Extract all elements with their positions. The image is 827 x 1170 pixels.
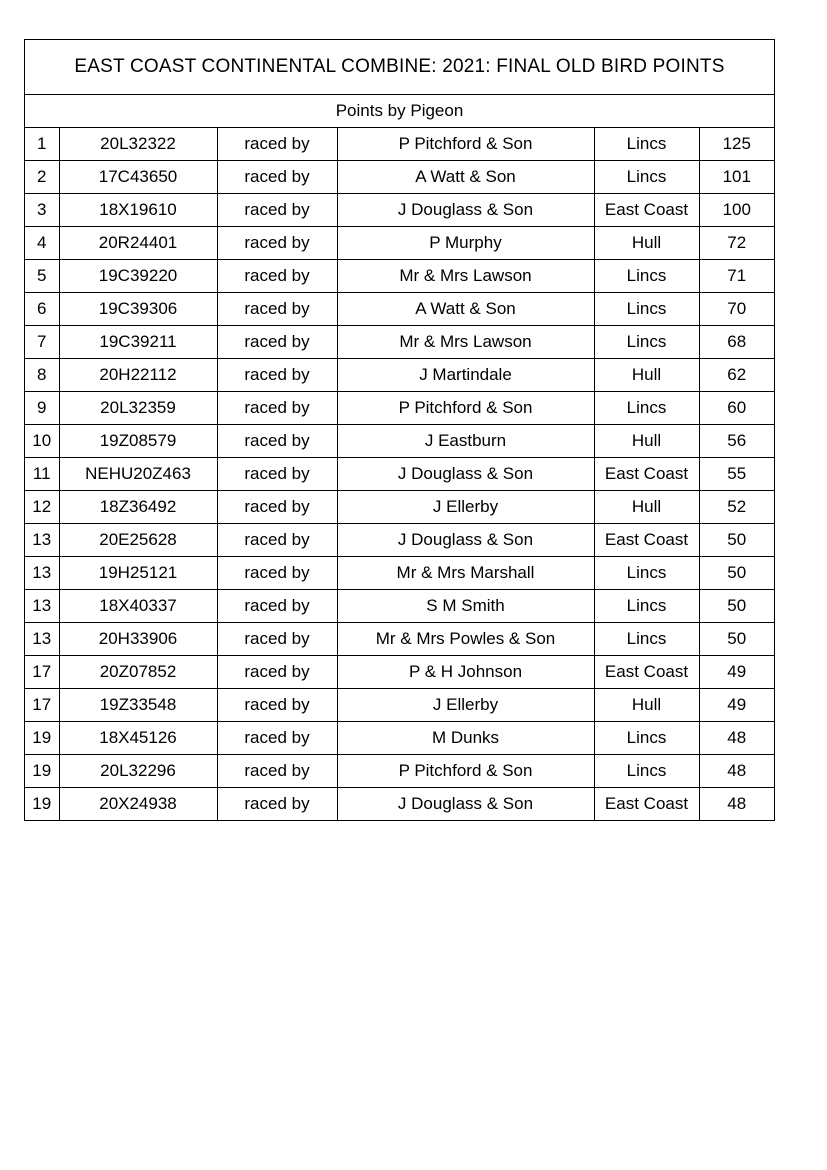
section-cell: Hull	[594, 227, 699, 260]
ring-number-cell: 20H22112	[59, 359, 217, 392]
section-cell: East Coast	[594, 788, 699, 821]
section-cell: Hull	[594, 491, 699, 524]
table-row	[25, 260, 774, 293]
ring-number-cell: 18X19610	[59, 194, 217, 227]
raced-by-cell: raced by	[217, 590, 337, 623]
owner-cell: J Douglass & Son	[337, 788, 594, 821]
owner-cell: S M Smith	[337, 590, 594, 623]
section-cell: East Coast	[594, 194, 699, 227]
table-row	[25, 623, 774, 656]
position-cell: 13	[25, 524, 59, 557]
ring-number-cell: 20R24401	[59, 227, 217, 260]
section-cell: East Coast	[594, 458, 699, 491]
section-cell: Hull	[594, 689, 699, 722]
table-row	[25, 392, 774, 425]
section-cell: Hull	[594, 359, 699, 392]
raced-by-cell: raced by	[217, 458, 337, 491]
points-cell: 68	[699, 326, 774, 359]
points-cell: 48	[727, 794, 747, 813]
raced-by-cell: raced by	[217, 623, 337, 656]
points-cell: 48	[699, 722, 774, 755]
owner-cell: J Ellerby	[337, 689, 594, 722]
points-cell: 48	[699, 755, 774, 788]
table-row	[25, 656, 774, 689]
table-row	[25, 293, 774, 326]
ring-number-cell: 18X40337	[59, 590, 217, 623]
raced-by-cell: raced by	[217, 194, 337, 227]
owner-cell: J Douglass & Son	[337, 194, 594, 227]
section-cell: Lincs	[594, 623, 699, 656]
position-cell: 12	[25, 491, 59, 524]
position-cell: 19	[25, 788, 59, 821]
owner-cell: P Murphy	[337, 227, 594, 260]
table-row	[25, 491, 774, 524]
section-cell: Lincs	[594, 392, 699, 425]
ring-number-cell: 20L32296	[59, 755, 217, 788]
ring-number-cell: 20E25628	[59, 524, 217, 557]
ring-number-cell: NEHU20Z463	[59, 458, 217, 491]
position-cell: 17	[25, 656, 59, 689]
position-cell: 17	[25, 689, 59, 722]
owner-cell: P Pitchford & Son	[337, 392, 594, 425]
owner-cell: J Ellerby	[337, 491, 594, 524]
ring-number-cell: 19Z33548	[59, 689, 217, 722]
position-cell: 6	[25, 293, 59, 326]
points-cell: 55	[699, 458, 774, 491]
table-row	[25, 161, 774, 194]
owner-cell: P & H Johnson	[337, 656, 594, 689]
section-cell: Lincs	[594, 326, 699, 359]
points-cell: 71	[699, 260, 774, 293]
owner-cell: M Dunks	[337, 722, 594, 755]
table-row	[25, 524, 774, 557]
owner-cell: P Pitchford & Son	[337, 755, 594, 788]
ring-number-cell: 20X24938	[59, 788, 217, 821]
raced-by-cell: raced by	[217, 557, 337, 590]
position-cell: 3	[25, 194, 59, 227]
raced-by-cell: raced by	[217, 722, 337, 755]
section-cell: East Coast	[594, 656, 699, 689]
points-table	[25, 128, 774, 820]
raced-by-cell: raced by	[217, 128, 337, 161]
position-cell: 13	[25, 623, 59, 656]
points-cell: 50	[699, 557, 774, 590]
points-sheet	[24, 39, 775, 821]
section-cell: East Coast	[594, 524, 699, 557]
ring-number-cell: 19C39220	[59, 260, 217, 293]
table-row	[25, 590, 774, 623]
table-row	[25, 458, 774, 491]
table-subtitle: Points by Pigeon	[25, 95, 774, 128]
owner-cell: J Douglass & Son	[337, 524, 594, 557]
table-row	[25, 788, 774, 821]
raced-by-cell: raced by	[217, 524, 337, 557]
raced-by-cell: raced by	[217, 425, 337, 458]
table-row	[25, 227, 774, 260]
owner-cell: Mr & Mrs Lawson	[337, 260, 594, 293]
ring-number-cell: 19C39211	[59, 326, 217, 359]
raced-by-cell: raced by	[217, 491, 337, 524]
ring-number-cell: 20L32359	[59, 392, 217, 425]
points-cell: 101	[699, 161, 774, 194]
position-cell: 5	[25, 260, 59, 293]
raced-by-cell: raced by	[217, 359, 337, 392]
owner-cell: Mr & Mrs Lawson	[337, 326, 594, 359]
position-cell: 2	[25, 161, 59, 194]
raced-by-cell: raced by	[217, 689, 337, 722]
owner-cell: Mr & Mrs Powles & Son	[337, 623, 594, 656]
section-cell: Lincs	[594, 722, 699, 755]
table-row	[25, 425, 774, 458]
position-cell: 13	[25, 557, 59, 590]
section-cell: Lincs	[594, 557, 699, 590]
section-cell: Lincs	[594, 293, 699, 326]
owner-cell: J Eastburn	[337, 425, 594, 458]
points-cell: 52	[699, 491, 774, 524]
ring-number-cell: 19H25121	[59, 557, 217, 590]
points-cell: 49	[699, 656, 774, 689]
raced-by-cell: raced by	[217, 161, 337, 194]
raced-by-cell: raced by	[217, 656, 337, 689]
table-row	[25, 326, 774, 359]
position-cell: 7	[25, 326, 59, 359]
table-row	[25, 722, 774, 755]
points-cell: 49	[699, 689, 774, 722]
owner-cell: J Douglass & Son	[337, 458, 594, 491]
ring-number-cell: 19Z08579	[59, 425, 217, 458]
points-cell: 50	[699, 623, 774, 656]
section-cell: Lincs	[594, 128, 699, 161]
raced-by-cell: raced by	[217, 392, 337, 425]
table-row	[25, 359, 774, 392]
points-table-body	[25, 128, 774, 820]
table-row	[25, 194, 774, 227]
raced-by-cell: raced by	[217, 260, 337, 293]
table-row	[25, 755, 774, 788]
section-cell: Lincs	[594, 755, 699, 788]
points-cell: 70	[699, 293, 774, 326]
ring-number-cell: 19C39306	[59, 293, 217, 326]
owner-cell: A Watt & Son	[337, 293, 594, 326]
ring-number-cell: 20Z07852	[59, 656, 217, 689]
raced-by-cell: raced by	[217, 293, 337, 326]
section-cell: Lincs	[594, 590, 699, 623]
points-cell: 125	[699, 128, 774, 161]
points-cell: 56	[699, 425, 774, 458]
raced-by-cell: raced by	[217, 326, 337, 359]
position-cell: 4	[25, 227, 59, 260]
ring-number-cell: 18Z36492	[59, 491, 217, 524]
points-cell: 62	[699, 359, 774, 392]
position-cell: 13	[25, 590, 59, 623]
points-cell: 72	[699, 227, 774, 260]
section-cell: Lincs	[594, 161, 699, 194]
position-cell: 10	[25, 425, 59, 458]
ring-number-cell: 20H33906	[59, 623, 217, 656]
table-row	[25, 689, 774, 722]
points-cell: 60	[699, 392, 774, 425]
points-cell: 50	[699, 590, 774, 623]
position-cell: 9	[25, 392, 59, 425]
owner-cell: J Martindale	[337, 359, 594, 392]
owner-cell: P Pitchford & Son	[337, 128, 594, 161]
position-cell: 1	[25, 128, 59, 161]
points-cell: 100	[699, 194, 774, 227]
raced-by-cell: raced by	[217, 755, 337, 788]
position-cell: 8	[25, 359, 59, 392]
table-row	[25, 557, 774, 590]
ring-number-cell: 18X45126	[59, 722, 217, 755]
position-cell: 11	[25, 458, 59, 491]
owner-cell: A Watt & Son	[337, 161, 594, 194]
ring-number-cell: 20L32322	[59, 128, 217, 161]
section-cell: Lincs	[594, 260, 699, 293]
position-cell: 19	[25, 722, 59, 755]
points-cell: 50	[699, 524, 774, 557]
document-title: EAST COAST CONTINENTAL COMBINE: 2021: FINAL OLD BIRD POINTS	[25, 40, 774, 95]
ring-number-cell: 17C43650	[59, 161, 217, 194]
position-cell: 19	[25, 755, 59, 788]
raced-by-cell: raced by	[217, 227, 337, 260]
section-cell: Hull	[594, 425, 699, 458]
raced-by-cell: raced by	[217, 788, 337, 821]
owner-cell: Mr & Mrs Marshall	[337, 557, 594, 590]
table-row	[25, 128, 774, 161]
